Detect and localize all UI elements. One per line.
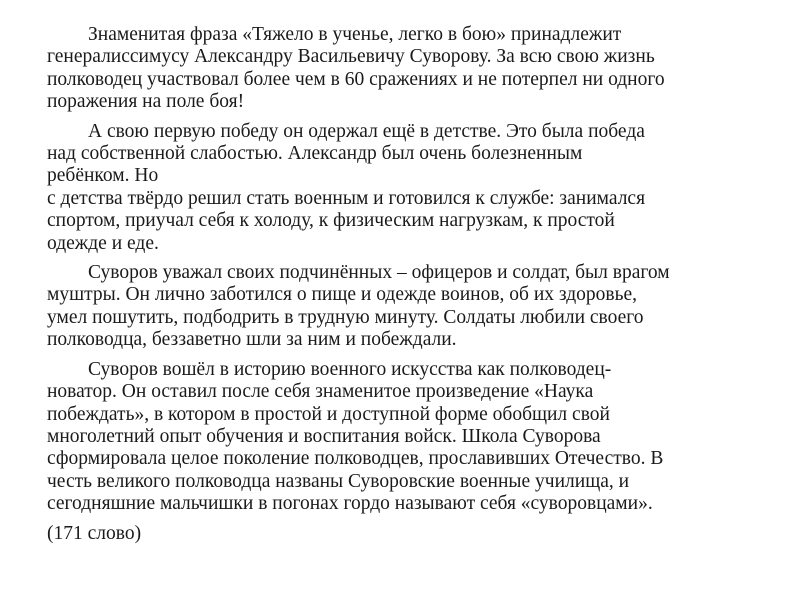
text-line: полководец участвовал более чем в 60 сражениях и не потерпел ни одного [47,68,665,90]
text-line: полководца, беззаветно шли за ним и побеждали. [47,329,457,351]
text-line: генералиссимусу Александру Васильевичу Суворову. За всю свою жизнь [47,46,655,68]
text-line: Суворов вошёл в историю военного искусства как полководец- [88,358,612,380]
paragraph-4 [47,359,760,516]
text-line: А свою первую победу он одержал ещё в детстве. Это была победа [88,120,645,142]
text-line: с детства твёрдо решил стать военным и готовился к службе: занимался [47,187,646,209]
text-line: Суворов уважал своих подчинённых – офицеров и солдат, был врагом [88,262,670,284]
paragraph-3 [47,262,760,352]
text-line: сформировала целое поколение полководцев, прославивших Отечество. В [47,448,664,470]
text-line: сегодняшние мальчишки в погонах гордо называют себя «суворовцами». [47,493,653,515]
text-line: честь великого полководца названы Суворовские военные училища, и [47,470,630,492]
text-line: новатор. Он оставил после себя знаменитое произведение «Наука [47,381,594,403]
text-line: поражения на поле боя! [47,91,245,113]
word-count [47,523,760,545]
text-line: Знаменитая фраза «Тяжело в ученье, легко в бою» принадлежит [88,24,622,45]
text-line: многолетний опыт обучения и воспитания войск. Школа Суворова [47,425,601,447]
text-line: муштры. Он лично заботился о пище и одежде воинов, об их здоровье, [47,284,638,306]
text-line: одежде и еде. [47,232,159,254]
text-line: над собственной слабостью. Александр был очень болезненным [47,143,583,165]
paragraph-1 [47,24,760,114]
paragraph-2 [47,121,760,255]
text-line: ребёнком. Но [47,165,159,187]
text-line: побеждать», в котором в простой и доступной форме обобщил свой [47,403,610,425]
word-count-text: (171 слово) [47,522,142,544]
text-line: спортом, приучал себя к холоду, к физическим нагрузкам, к простой [47,210,615,232]
text-line: умел пошутить, подбодрить в трудную минуту. Солдаты любили своего [47,306,644,328]
